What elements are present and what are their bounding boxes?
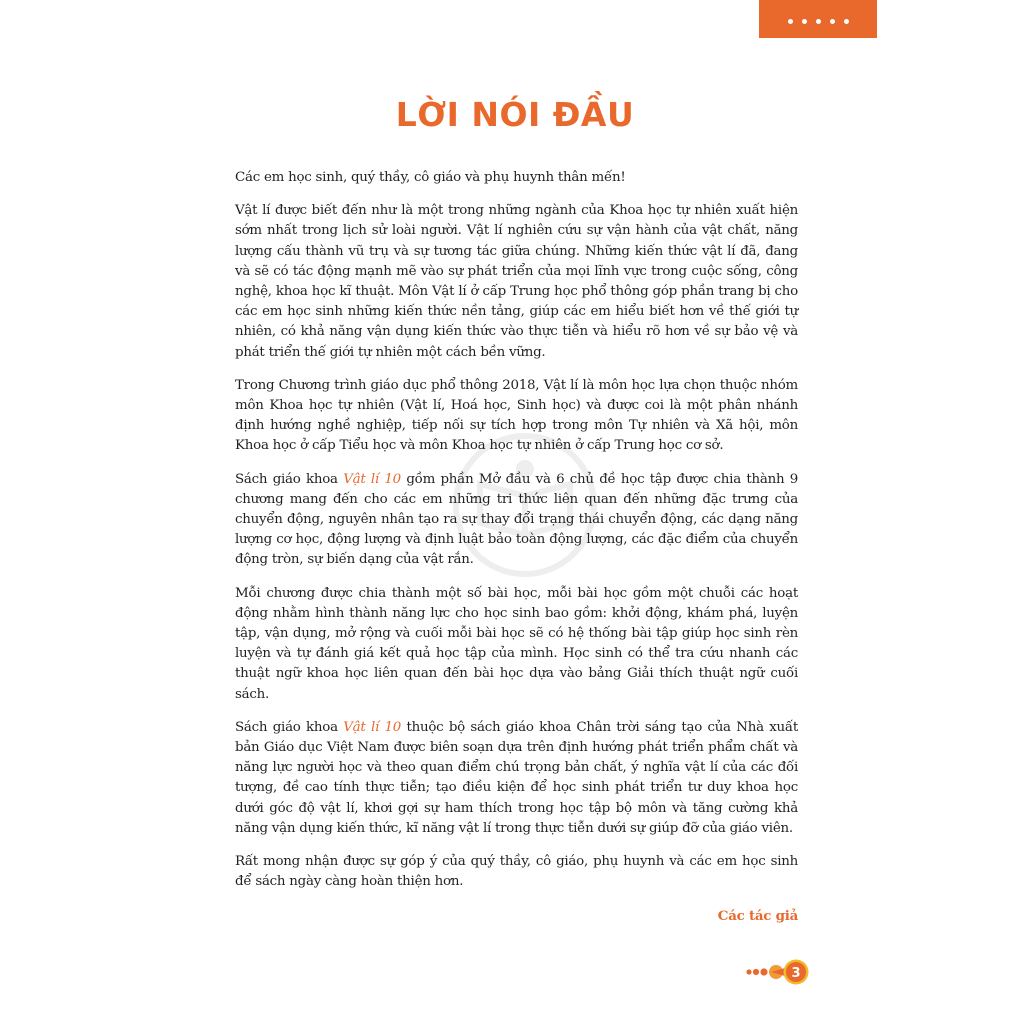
preface-body <box>235 168 798 926</box>
greeting: Các em học sinh, quý thầy, cô giáo và phụ huynh thân mến! <box>235 170 626 185</box>
paragraph-5-rest: thuộc bộ sách giáo khoa Chân trời sáng tạo của Nhà xuất bản Giáo dục Việt Nam được biên soạn dựa trên định hướng phát triển phẩm chất và năng lực người học và theo quan điểm chú trọng bản chất, ý nghĩa vật lí của các đối tượng, đề cao tính thực tiễn; tạo điều kiện để học sinh phát triển tư duy khoa học dưới góc độ vật lí, khơi gợi sự ham thích trong học tập bộ môn và tăng cường khả năng vận dụng kiến thức, kĩ năng vật lí trong thực tiễn dưới sự giúp đỡ của giáo viên. <box>235 719 799 836</box>
page-title: LỜI NÓI ĐẦU <box>395 95 635 134</box>
paragraph-4: Mỗi chương được chia thành một số bài học, mỗi bài học gồm một chuỗi các hoạt động nhằm hình thành năng lực cho học sinh bao gồm: khởi động, khám phá, luyện tập, vận dụng, mở rộng và cuối mỗi bài học sẽ có hệ thống bài tập giúp học sinh rèn luyện và tự đánh giá kết quả học tập của mình. Học sinh có thể tra cứu nhanh các thuật ngữ khoa học liên quan đến bài học dựa vào bảng Giải thích thuật ngữ cuối sách. <box>235 585 798 702</box>
book-title-emphasis: Vật lí 10 <box>343 719 402 735</box>
paragraph-3-rest: gồm phần Mở đầu và 6 chủ đề học tập được chia thành 9 chương mang đến cho các em những tri thức liên quan đến những đặc trưng của chuyển động, nguyên nhân tạo ra sự thay đổi trạng thái chuyển động, các dạng năng lượng cơ học, động lượng và định luật bảo toàn động lượng, các đặc điểm của chuyển động tròn, sự biến dạng của vật rắn. <box>235 471 799 568</box>
tab-dot <box>802 19 807 24</box>
paragraph-6: Rất mong nhận được sự góp ý của quý thầy, cô giáo, phụ huynh và các em học sinh để sách ngày càng hoàn thiện hơn. <box>235 854 798 890</box>
paragraph-3 <box>235 470 798 571</box>
tab-dot <box>788 19 793 24</box>
paragraph-1: Vật lí được biết đến như là một trong những ngành của Khoa học tự nhiên xuất hiện sớm nhất trong lịch sử loài người. Vật lí nghiên cứu sự vận hành của vật chất, năng lượng cấu thành vũ trụ và sự tương tác giữa chúng. Những kiến thức vật lí đã, đang và sẽ có tác động mạnh mẽ vào sự phát triển của mọi lĩnh vực trong cuộc sống, công nghệ, khoa học kĩ thuật. Môn Vật lí ở cấp Trung học phổ thông góp phần trang bị cho các em học sinh những kiến thức nền tảng, giúp các em hiểu biết hơn về thế giới tự nhiên, có khả năng vận dụng kiến thức vào thực tiễn và hiểu rõ hơn về sự bảo vệ và phát triển thế giới tự nhiên một cách bền vững. <box>235 203 798 360</box>
tab-dot <box>844 19 849 24</box>
top-corner-tab <box>759 0 877 38</box>
page-number-badge <box>745 958 810 986</box>
page-number: 3 <box>791 966 801 981</box>
book-title-emphasis: Vật lí 10 <box>343 471 401 487</box>
paragraph-5 <box>235 718 798 839</box>
paragraph-5-start: Sách giáo khoa <box>235 719 344 735</box>
tab-dot <box>816 19 821 24</box>
paragraph-3-start: Sách giáo khoa <box>235 471 344 487</box>
author-signature: Các tác giả <box>717 907 798 924</box>
paragraph-2: Trong Chương trình giáo dục phổ thông 2018, Vật lí là môn học lựa chọn thuộc nhóm môn Khoa học tự nhiên (Vật lí, Hoá học, Sinh học) và được coi là một phân nhánh định hướng nghề nghiệp, tiếp nối sự tích hợp trong môn Tự nhiên và Xã hội, môn Khoa học ở cấp Tiểu học và môn Khoa học tự nhiên ở cấp Trung học cơ sở. <box>235 377 798 454</box>
tab-dot <box>830 19 835 24</box>
